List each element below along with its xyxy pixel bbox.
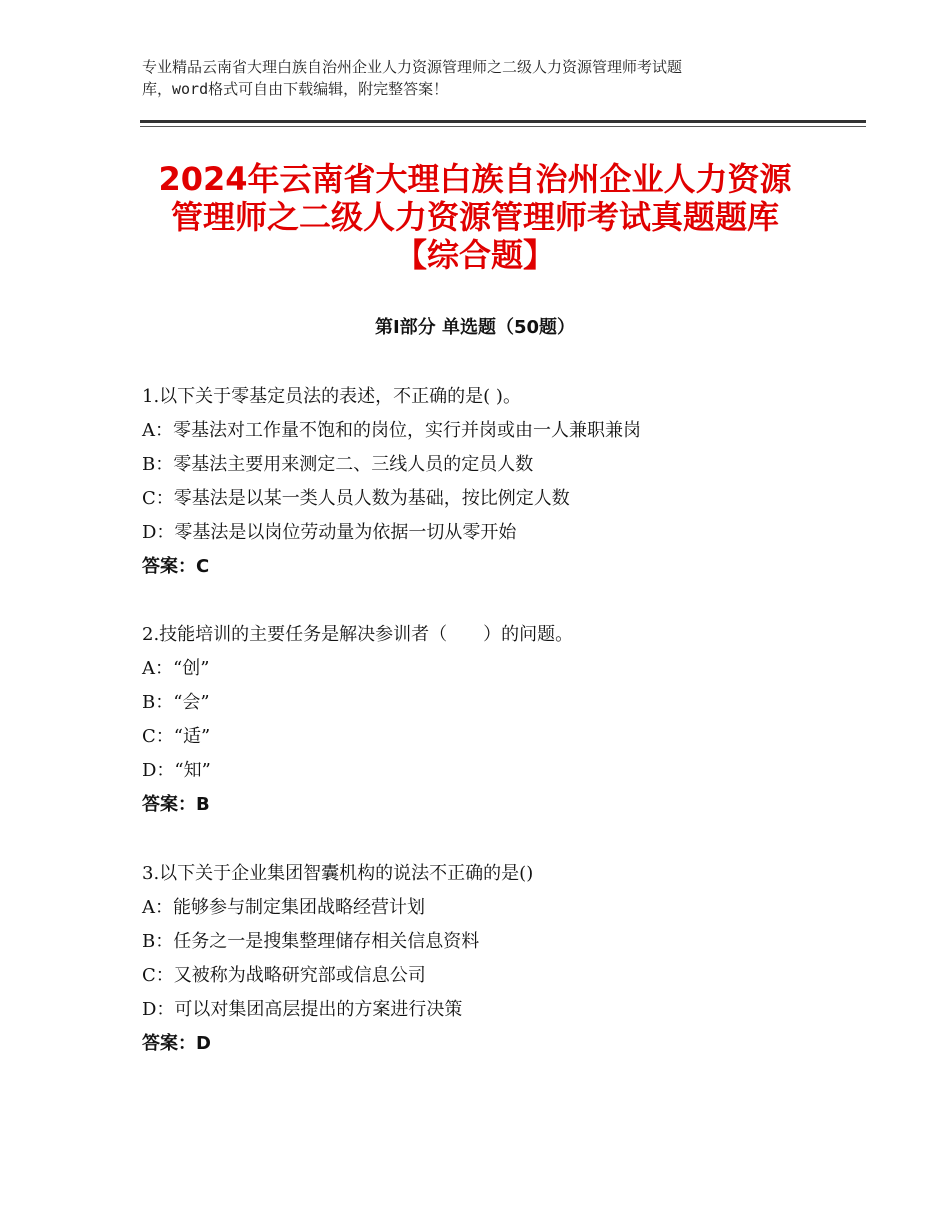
question-3-stem: 3.以下关于企业集团智囊机构的说法不正确的是() [142,863,534,884]
question-1-option-a: A：零基法对工作量不饱和的岗位，实行并岗或由一人兼职兼岗 [142,420,641,441]
question-2-stem: 2.技能培训的主要任务是解决参训者（ ）的问题。 [142,624,574,645]
document-title-line-3: 【综合题】 [394,236,555,274]
question-1-option-d: D：零基法是以岗位劳动量为依据一切从零开始 [142,522,517,543]
question-3-option-a: A：能够参与制定集团战略经营计划 [142,897,425,918]
question-2-option-d: D：“知” [142,760,211,781]
document-title-line-1: 2024年云南省大理白族自治州企业人力资源 [158,160,792,198]
question-3-option-c: C：又被称为战略研究部或信息公司 [142,965,426,986]
section-title: 第Ⅰ部分 单选题（50题） [374,317,575,338]
header-divider-thin [140,126,866,127]
question-3-option-b: B：任务之一是搜集整理储存相关信息资料 [142,931,480,952]
document-title [100,160,850,274]
question-2-option-c: C：“适” [142,726,211,747]
question-1-option-b: B：零基法主要用来测定二、三线人员的定员人数 [142,454,534,475]
question-1-answer: 答案：C [142,556,210,577]
header-note-line-1: 专业精品云南省大理白族自治州企业人力资源管理师之二级人力资源管理师考试题 [142,58,683,76]
question-2-option-a: A：“创” [142,658,210,679]
header-note [142,56,832,100]
header-divider-thick [140,120,866,123]
question-3-answer: 答案：D [142,1033,211,1054]
document-title-line-2: 管理师之二级人力资源管理师考试真题题库 [170,198,779,236]
question-1-option-c: C：零基法是以某一类人员人数为基础，按比例定人数 [142,488,570,509]
question-2-answer: 答案：B [142,794,210,815]
question-3-option-d: D：可以对集团高层提出的方案进行决策 [142,999,463,1020]
question-2-option-b: B：“会” [142,692,210,713]
header-note-line-2: 库，word格式可自由下载编辑，附完整答案！ [142,80,449,98]
question-1-stem: 1.以下关于零基定员法的表述，不正确的是( )。 [142,386,521,407]
